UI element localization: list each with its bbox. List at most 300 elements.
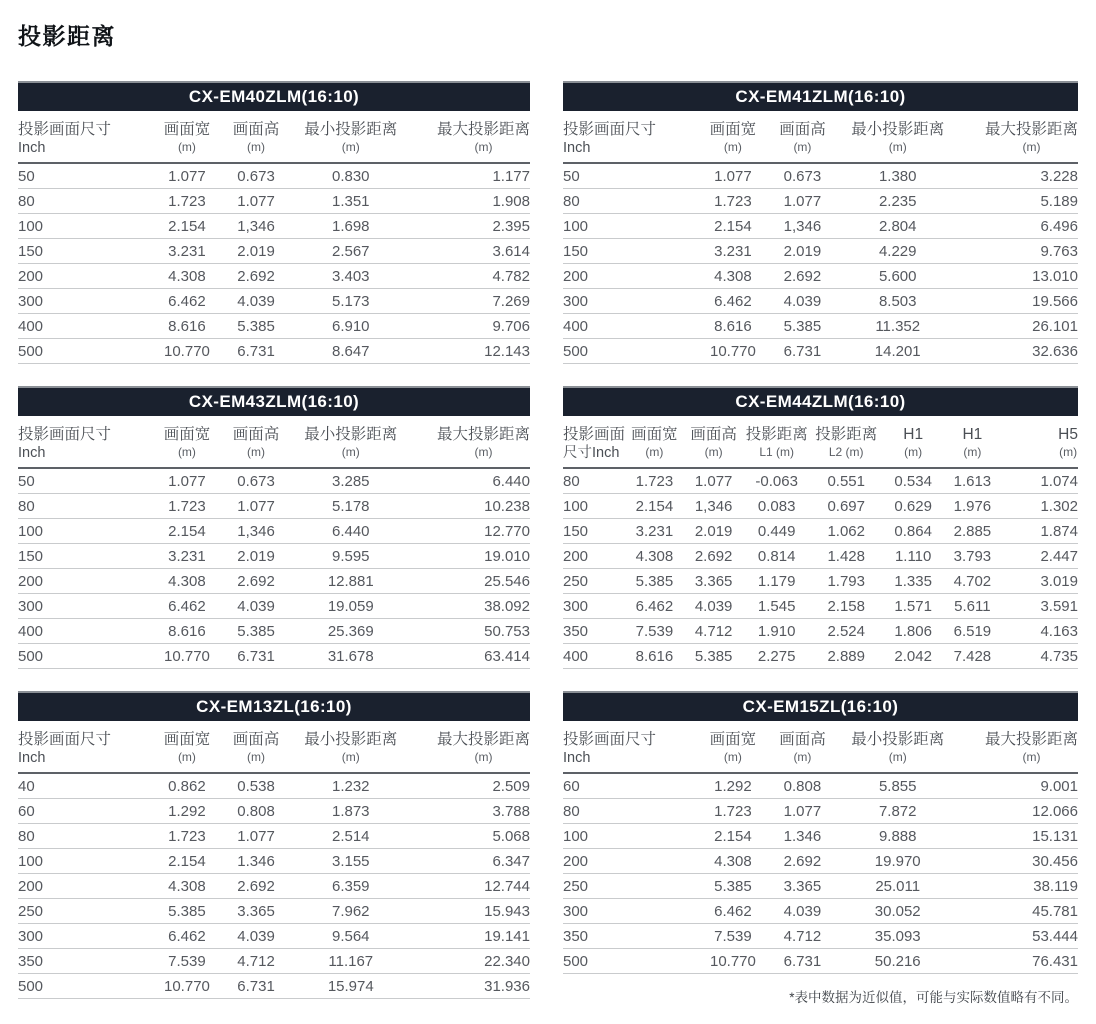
table-row (563, 898, 1078, 923)
table-title-bar: CX-EM41ZLM(16:10) (563, 81, 1078, 111)
table-row (18, 263, 530, 288)
table-cell: 50.753 (412, 618, 530, 643)
column-header (697, 114, 769, 163)
table-cell: 15.131 (960, 823, 1078, 848)
table-cell: 6.731 (223, 973, 290, 998)
table-cell: 100 (563, 493, 625, 518)
column-header (882, 419, 944, 468)
table-cell: 1.873 (289, 798, 412, 823)
column-header-unit: (m) (474, 749, 493, 764)
table-cell: 1.545 (743, 593, 810, 618)
column-header-label: 画面宽 (631, 425, 678, 443)
table-row (18, 468, 530, 494)
table-cell: 19.059 (289, 593, 412, 618)
header-row (18, 419, 530, 468)
table-cell: 5.173 (289, 288, 412, 313)
table-cell: 5.385 (151, 898, 223, 923)
table-cell: 80 (18, 823, 151, 848)
table-cell: 9.706 (412, 313, 530, 338)
table-cell: 5.385 (684, 643, 743, 668)
table-row (18, 643, 530, 668)
column-header (684, 419, 743, 468)
column-header (289, 724, 412, 773)
column-header-label: 投影画面尺寸 (18, 425, 112, 443)
table-cell: 4.163 (1001, 618, 1078, 643)
column-header (151, 114, 223, 163)
table-cell: 4.712 (769, 923, 836, 948)
column-header-unit: (m) (341, 444, 360, 459)
table-cell: 1.232 (289, 773, 412, 799)
table-title-bar: CX-EM44ZLM(16:10) (563, 386, 1078, 416)
table-cell: 1.292 (697, 773, 769, 799)
table-cell: 80 (563, 188, 697, 213)
table-cell: 13.010 (960, 263, 1078, 288)
table-cell: 19.566 (960, 288, 1078, 313)
table-block-3 (18, 386, 530, 669)
table-cell: 12.143 (412, 338, 530, 363)
table-cell: 3.591 (1001, 593, 1078, 618)
table-cell: 2.692 (684, 543, 743, 568)
table-cell: 6.462 (697, 288, 769, 313)
column-header (289, 114, 412, 163)
table-cell: 2.692 (769, 848, 836, 873)
table-cell: 1.077 (223, 188, 290, 213)
table-cell: 2.567 (289, 238, 412, 263)
column-header (18, 114, 151, 163)
table-cell: 4.712 (684, 618, 743, 643)
table-cell: 2.158 (810, 593, 882, 618)
table-cell: 8.616 (151, 313, 223, 338)
table-row (563, 948, 1078, 973)
table-cell: 10.770 (151, 643, 223, 668)
column-header (412, 419, 530, 468)
column-header-label: 投影距离 (745, 425, 808, 443)
table-cell: 2.395 (412, 213, 530, 238)
table-cell: 10.770 (151, 973, 223, 998)
table-cell: 4.712 (223, 948, 290, 973)
table-cell: 6.462 (625, 593, 684, 618)
table-row (563, 543, 1078, 568)
table-cell: 0.673 (223, 468, 290, 494)
table-cell: 2.804 (836, 213, 960, 238)
column-header-label: 投影距离 (815, 425, 878, 443)
column-header-unit: (m) (723, 139, 742, 154)
table-cell: 3.155 (289, 848, 412, 873)
table-cell: 2.019 (769, 238, 836, 263)
table-row (563, 848, 1078, 873)
column-header-label: H5 (1058, 425, 1078, 443)
column-header (769, 114, 836, 163)
table-row (18, 238, 530, 263)
table-cell: 1.077 (151, 468, 223, 494)
table-cell: 11.352 (836, 313, 960, 338)
table-cell: 1.723 (697, 188, 769, 213)
column-header-unit: (m) (793, 139, 812, 154)
table-cell: 6.731 (223, 338, 290, 363)
table-cell: 2.154 (697, 823, 769, 848)
table-cell: 12.066 (960, 798, 1078, 823)
table-cell: 1.380 (836, 163, 960, 189)
column-header (944, 419, 1001, 468)
table-title-bar: CX-EM40ZLM(16:10) (18, 81, 530, 111)
table-cell: 11.167 (289, 948, 412, 973)
table-cell: 9.595 (289, 543, 412, 568)
table-cell: 6.462 (697, 898, 769, 923)
table-cell: 200 (563, 848, 697, 873)
table-block-1 (18, 81, 530, 364)
table-cell: 6.462 (151, 593, 223, 618)
table-row (563, 618, 1078, 643)
column-header-unit: (m) (177, 749, 196, 764)
column-header-label: 投影画面尺寸 (18, 121, 112, 138)
table-cell: 50.216 (836, 948, 960, 973)
column-header (563, 724, 697, 773)
projection-distance-table (563, 724, 1078, 974)
table-cell: 1.806 (882, 618, 944, 643)
column-header (810, 419, 882, 468)
column-header (18, 724, 151, 773)
table-row (563, 213, 1078, 238)
table-cell: 2.154 (151, 213, 223, 238)
table-row (563, 923, 1078, 948)
table-cell: 2.889 (810, 643, 882, 668)
table-cell: 4.308 (151, 263, 223, 288)
table-cell: 3.365 (223, 898, 290, 923)
table-cell: 4.308 (625, 543, 684, 568)
table-cell: 3.365 (769, 873, 836, 898)
column-header-label: 画面高 (232, 121, 280, 138)
table-cell: 0.830 (289, 163, 412, 189)
column-header-label: 画面高 (232, 730, 280, 748)
table-cell: 2.154 (151, 848, 223, 873)
column-header-unit: (m) (177, 444, 196, 459)
table-cell: 31.678 (289, 643, 412, 668)
table-cell: 1.723 (151, 823, 223, 848)
table-cell: 8.647 (289, 338, 412, 363)
column-header (697, 724, 769, 773)
table-row (18, 213, 530, 238)
column-header-unit: (m) (1022, 139, 1041, 154)
table-row (563, 773, 1078, 799)
table-cell: 100 (18, 518, 151, 543)
table-cell: 7.872 (836, 798, 960, 823)
column-header-unit: (m) (888, 139, 907, 154)
table-cell: 4.308 (151, 873, 223, 898)
table-cell: 6.731 (769, 338, 836, 363)
table-cell: 22.340 (412, 948, 530, 973)
table-cell: 19.010 (412, 543, 530, 568)
table-cell: 1.062 (810, 518, 882, 543)
table-cell: 4.702 (944, 568, 1001, 593)
column-header-label: 投影画面尺寸 (563, 730, 657, 748)
table-row (563, 313, 1078, 338)
table-cell: 2.019 (223, 238, 290, 263)
table-cell: 500 (18, 643, 151, 668)
table-cell: 1.428 (810, 543, 882, 568)
table-cell: 50 (18, 163, 151, 189)
table-cell: 0.673 (223, 163, 290, 189)
column-header-label: 最小投影距离 (851, 121, 945, 138)
table-cell: 1.976 (944, 493, 1001, 518)
table-cell: 2.154 (151, 518, 223, 543)
table-cell: 9.001 (960, 773, 1078, 799)
column-header-unit: L1 (m) (759, 444, 795, 459)
table-cell: 6.496 (960, 213, 1078, 238)
table-cell: 19.970 (836, 848, 960, 873)
table-row (18, 518, 530, 543)
table-cell: 4.782 (412, 263, 530, 288)
table-cell: 400 (18, 313, 151, 338)
table-row (563, 188, 1078, 213)
table-row (563, 823, 1078, 848)
table-row (18, 898, 530, 923)
column-header-unit: (m) (793, 749, 812, 764)
table-row (18, 493, 530, 518)
table-cell: 1.723 (151, 493, 223, 518)
table-row (563, 493, 1078, 518)
table-cell: 50 (18, 468, 151, 494)
column-header-label: 画面宽 (163, 121, 211, 138)
table-cell: 4.039 (223, 923, 290, 948)
table-row (563, 873, 1078, 898)
table-cell: 0.538 (223, 773, 290, 799)
table-cell: 500 (563, 338, 697, 363)
table-cell: 6.462 (151, 288, 223, 313)
table-row (563, 263, 1078, 288)
table-cell: 5.385 (697, 873, 769, 898)
table-cell: 1.723 (625, 468, 684, 494)
column-header-unit: (m) (341, 749, 360, 764)
table-cell: 80 (563, 468, 625, 494)
table-cell: 5.068 (412, 823, 530, 848)
projection-distance-table (563, 114, 1078, 364)
column-header-label: 画面宽 (163, 425, 211, 443)
table-cell: 200 (563, 543, 625, 568)
column-header (960, 114, 1078, 163)
column-header (412, 114, 530, 163)
table-cell: 6.462 (151, 923, 223, 948)
table-cell: 4.308 (697, 263, 769, 288)
table-cell: 6.440 (412, 468, 530, 494)
table-cell: 0.629 (882, 493, 944, 518)
table-cell: 2.885 (944, 518, 1001, 543)
table-cell: 3.793 (944, 543, 1001, 568)
column-header-unit: Inch (563, 139, 591, 156)
table-cell: 1.179 (743, 568, 810, 593)
column-header-unit: (m) (704, 444, 723, 459)
column-header-label: 最小投影距离 (304, 730, 398, 748)
table-row (18, 823, 530, 848)
table-cell: 7.428 (944, 643, 1001, 668)
table-row (18, 568, 530, 593)
column-header-unit: L2 (m) (828, 444, 864, 459)
column-header-label: 最小投影距离 (851, 730, 945, 748)
table-cell: 3.231 (625, 518, 684, 543)
column-header (151, 724, 223, 773)
column-header-label: 最大投影距离 (436, 730, 530, 748)
table-cell: 26.101 (960, 313, 1078, 338)
table-cell: 1.302 (1001, 493, 1078, 518)
table-row (18, 848, 530, 873)
table-cell: 1.077 (697, 163, 769, 189)
table-row (18, 773, 530, 799)
table-cell: 4.735 (1001, 643, 1078, 668)
table-cell: 7.539 (151, 948, 223, 973)
table-cell: 2.692 (223, 263, 290, 288)
table-cell: 1.793 (810, 568, 882, 593)
table-cell: 350 (18, 948, 151, 973)
column-header-label: H1 (903, 425, 924, 443)
table-row (563, 163, 1078, 189)
table-cell: 1,346 (223, 213, 290, 238)
column-header-unit: Inch (18, 444, 46, 461)
table-cell: 10.238 (412, 493, 530, 518)
column-header-unit: (m) (474, 444, 493, 459)
table-cell: 3.231 (697, 238, 769, 263)
table-cell: 1.698 (289, 213, 412, 238)
column-header-unit: Inch (563, 749, 591, 766)
table-cell: 0.697 (810, 493, 882, 518)
column-header-unit: (m) (1059, 444, 1078, 459)
column-header-label: 画面宽 (709, 121, 757, 138)
table-cell: 200 (563, 263, 697, 288)
table-cell: 1.077 (151, 163, 223, 189)
table-cell: 1,346 (223, 518, 290, 543)
column-header (223, 114, 290, 163)
column-header-unit: (m) (645, 444, 664, 459)
table-cell: 2.447 (1001, 543, 1078, 568)
table-cell: 10.770 (697, 948, 769, 973)
table-row (18, 798, 530, 823)
table-cell: 1.908 (412, 188, 530, 213)
table-cell: 45.781 (960, 898, 1078, 923)
table-cell: 50 (563, 163, 697, 189)
column-header (223, 419, 290, 468)
table-cell: 1.723 (697, 798, 769, 823)
table-cell: 200 (18, 568, 151, 593)
table-row (18, 163, 530, 189)
table-cell: 2.514 (289, 823, 412, 848)
table-cell: 63.414 (412, 643, 530, 668)
table-cell: 2.692 (223, 568, 290, 593)
column-header (625, 419, 684, 468)
column-header-label: 画面宽 (163, 730, 211, 748)
table-cell: 300 (18, 593, 151, 618)
column-header-unit: (m) (723, 749, 742, 764)
table-cell: 5.385 (625, 568, 684, 593)
table-cell: 30.456 (960, 848, 1078, 873)
table-cell: 0.673 (769, 163, 836, 189)
table-cell: 100 (563, 823, 697, 848)
table-cell: 1.335 (882, 568, 944, 593)
table-cell: 3.228 (960, 163, 1078, 189)
column-header-label: 最大投影距离 (436, 121, 530, 138)
table-cell: 15.974 (289, 973, 412, 998)
table-cell: 7.269 (412, 288, 530, 313)
table-row (18, 948, 530, 973)
table-cell: 300 (563, 593, 625, 618)
table-cell: 8.616 (697, 313, 769, 338)
table-cell: 9.564 (289, 923, 412, 948)
column-header (223, 724, 290, 773)
table-cell: 4.039 (684, 593, 743, 618)
table-cell: 6.519 (944, 618, 1001, 643)
table-cell: 4.039 (769, 288, 836, 313)
table-cell: 10.770 (151, 338, 223, 363)
table-cell: 1.346 (769, 823, 836, 848)
table-cell: 1,346 (769, 213, 836, 238)
table-cell: 0.864 (882, 518, 944, 543)
table-row (18, 873, 530, 898)
table-cell: 25.546 (412, 568, 530, 593)
table-cell: 5.189 (960, 188, 1078, 213)
column-header-unit: (m) (341, 139, 360, 154)
column-header-label: 投影画面尺寸 (18, 730, 112, 748)
column-header-label: 最大投影距离 (984, 121, 1078, 138)
table-cell: 1.074 (1001, 468, 1078, 494)
table-cell: 6.359 (289, 873, 412, 898)
table-cell: 1.077 (223, 493, 290, 518)
table-cell: 76.431 (960, 948, 1078, 973)
table-row (18, 923, 530, 948)
column-header (1001, 419, 1078, 468)
table-cell: 4.039 (223, 593, 290, 618)
column-header (769, 724, 836, 773)
column-header (836, 724, 960, 773)
table-cell: 3.365 (684, 568, 743, 593)
table-cell: 0.808 (223, 798, 290, 823)
table-cell: 4.039 (223, 288, 290, 313)
table-cell: 300 (563, 898, 697, 923)
table-cell: 2.235 (836, 188, 960, 213)
column-header-label: 最小投影距离 (304, 121, 398, 138)
table-cell: 2.019 (223, 543, 290, 568)
table-cell: -0.063 (743, 468, 810, 494)
table-cell: 100 (18, 213, 151, 238)
table-cell: 0.808 (769, 773, 836, 799)
table-cell: 4.039 (769, 898, 836, 923)
table-cell: 60 (18, 798, 151, 823)
table-row (563, 338, 1078, 363)
column-header-label: 最大投影距离 (436, 425, 530, 443)
table-cell: 0.862 (151, 773, 223, 799)
table-cell: 3.231 (151, 543, 223, 568)
column-header-label: 投影画面尺寸 (563, 121, 657, 138)
table-cell: 250 (563, 873, 697, 898)
table-cell: 150 (18, 238, 151, 263)
table-cell: 5.611 (944, 593, 1001, 618)
column-header (960, 724, 1078, 773)
table-cell: 60 (563, 773, 697, 799)
column-header-label: 最小投影距离 (304, 425, 398, 443)
table-cell: 350 (563, 923, 697, 948)
table-cell: 150 (563, 518, 625, 543)
table-cell: 200 (18, 263, 151, 288)
column-header-unit: Inch (18, 139, 46, 156)
table-cell: 12.770 (412, 518, 530, 543)
table-cell: 5.385 (223, 313, 290, 338)
table-cell: 38.119 (960, 873, 1078, 898)
table-cell: 5.385 (769, 313, 836, 338)
table-cell: 1.177 (412, 163, 530, 189)
table-cell: 5.385 (223, 618, 290, 643)
table-cell: 0.534 (882, 468, 944, 494)
table-cell: 2.019 (684, 518, 743, 543)
column-header (151, 419, 223, 468)
table-row (18, 288, 530, 313)
column-header-label: H1 (962, 425, 983, 443)
table-cell: 6.440 (289, 518, 412, 543)
